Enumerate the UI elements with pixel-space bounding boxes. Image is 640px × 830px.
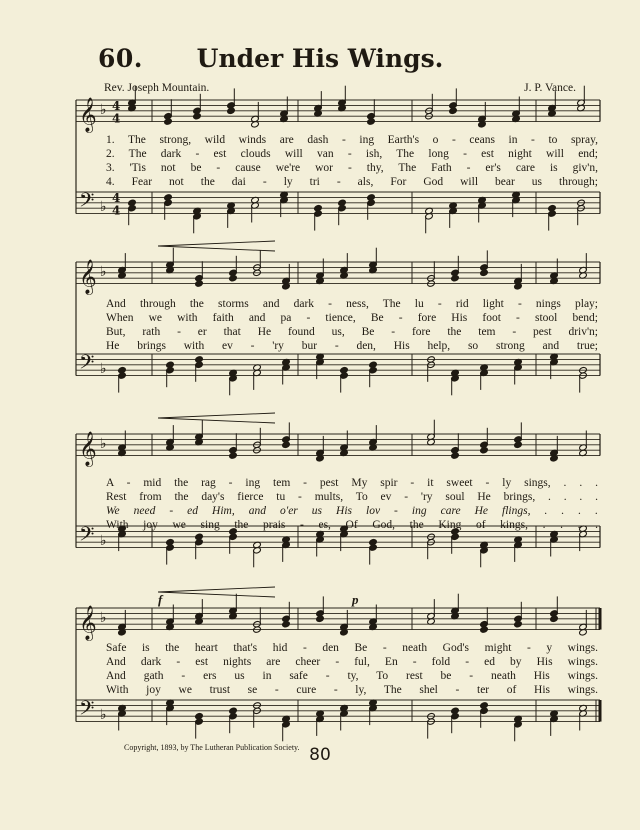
lyric-line-verse-2: When we with faith and pa - tience, Be - fore His foot - stool bend; (106, 312, 598, 324)
lyric-line-verse-3: And gath - ers us in safe - ty, To rest be - neath His wings. (106, 670, 598, 682)
flat-key-icon: ♭ (100, 101, 107, 118)
note-head (451, 452, 460, 459)
flat-key-icon: ♭ (100, 533, 107, 550)
flat-key-icon: ♭ (100, 609, 107, 626)
music-system-3 (0, 430, 640, 560)
note-head (227, 107, 236, 114)
bass-clef-icon: 𝄢 (79, 188, 95, 217)
hymn-title: Under His Wings. (196, 44, 444, 73)
crescendo-hairpin (158, 241, 275, 251)
lyric-line-verse-3: But, rath - er that He found us, Be - fore the tem - pest driv'n; (106, 326, 598, 338)
music-system-2 (0, 258, 640, 388)
bass-staff (76, 351, 600, 396)
bass-clef-icon: 𝄢 (79, 696, 95, 725)
treble-clef-icon: 𝄞 (79, 605, 97, 641)
time-signature-bottom: 4 (112, 203, 121, 218)
treble-staff (76, 248, 600, 296)
flat-key-icon: ♭ (100, 361, 107, 378)
note-head (367, 118, 376, 125)
lyric-line-verse-1: And through the storms and dark - ness, The lu - rid light - nings play; (106, 298, 598, 310)
note-head (282, 621, 291, 628)
note-head (451, 275, 460, 282)
hymn-number: 60. (98, 44, 143, 73)
page-number: 80 (309, 745, 331, 765)
author-credit: Rev. Joseph Mountain. (104, 82, 210, 94)
note-head (480, 626, 489, 633)
bass-clef-icon: 𝄢 (79, 350, 95, 379)
lyric-line-verse-4: He brings with ev - 'ry bur - den, His help, so strong and true; (106, 340, 598, 352)
note-head (449, 107, 458, 114)
lyric-line-verse-2: Rest from the day's fierce tu - mults, To ev - 'ry soul He brings, . . . . (106, 491, 598, 503)
music-system-1 (0, 96, 640, 226)
lyric-line-verse-1: 1. The strong, wild winds are dash - ing Earth's o - ceans in - to spray, (106, 134, 598, 146)
note-head (550, 615, 559, 622)
crescendo-hairpin (158, 587, 275, 597)
flat-key-icon: ♭ (100, 199, 107, 216)
time-signature-bottom: 4 (112, 111, 121, 126)
note-head (480, 447, 489, 454)
lyric-line-verse-2: 2. The dark - est clouds will van - ish, The long - est night will end; (106, 148, 598, 160)
treble-clef-icon: 𝄞 (79, 259, 97, 295)
time-signature-top: 4 (112, 190, 121, 205)
lyric-line-verse-4: With joy we sing the prais - es, Of God, the King of kings, . . . . (106, 519, 598, 531)
lyric-line-verse-4: 4. Fear not the dai - ly tri - als, For God will bear us through; (106, 176, 598, 188)
lyric-line-verse-1: Safe is the heart that's hid - den Be - neath God's might - y wings. (106, 642, 598, 654)
dynamic-forte: f (158, 592, 163, 607)
composer-credit: J. P. Vance. (524, 82, 576, 94)
note-head (282, 441, 291, 448)
dynamic-piano: p (352, 592, 359, 607)
flat-key-icon: ♭ (100, 263, 107, 280)
bass-clef-icon: 𝄢 (79, 522, 95, 551)
note-head (195, 280, 204, 287)
bass-staff (76, 189, 600, 234)
music-system-4 (0, 592, 640, 734)
note-head (514, 621, 523, 628)
lyric-line-verse-2: And dark - est nights are cheer - ful, En - fold - ed by His wings. (106, 656, 598, 668)
flat-key-icon: ♭ (100, 707, 107, 724)
note-head (316, 615, 325, 622)
copyright-notice: Copyright, 1893, by The Lutheran Publication Society. (124, 743, 300, 752)
flat-key-icon: ♭ (100, 435, 107, 452)
note-head (514, 441, 523, 448)
treble-staff (76, 420, 600, 468)
note-head (193, 113, 202, 120)
bass-staff (76, 697, 600, 742)
note-head (229, 275, 238, 282)
note-head (480, 269, 489, 276)
treble-clef-icon: 𝄞 (79, 431, 97, 467)
lyric-line-verse-3: 3. 'Tis not be - cause we're wor - thy, The Fath - er's care is giv'n, (106, 162, 598, 174)
lyric-line-verse-4: With joy we trust se - cure - ly, The shel - ter of His wings. (106, 684, 598, 696)
lyric-line-verse-1: A - mid the rag - ing tem - pest My spir - it sweet - ly sings, . . . (106, 477, 598, 489)
note-head (164, 118, 173, 125)
crescendo-hairpin (158, 413, 275, 423)
treble-staff (76, 594, 600, 642)
note-head (229, 452, 238, 459)
lyric-line-verse-3: We need - ed Him, and o'er us His lov - ing care He flings, . . . . (106, 505, 598, 517)
time-signature-top: 4 (112, 98, 121, 113)
treble-clef-icon: 𝄞 (79, 97, 97, 133)
